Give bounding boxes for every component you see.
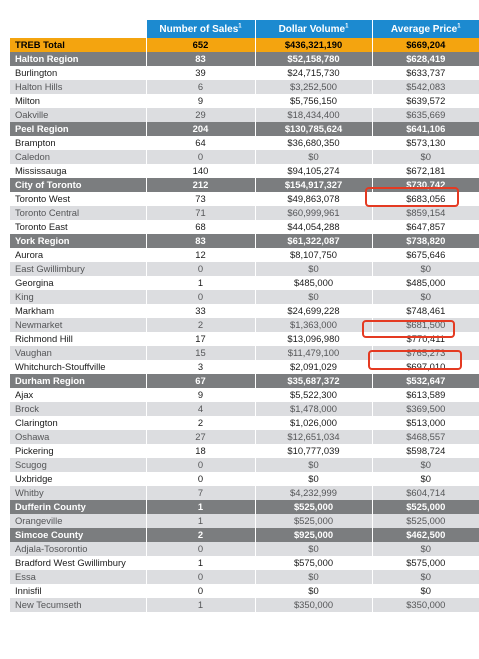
header-number-of-sales: Number of Sales$^1$ (146, 20, 255, 38)
average-price-cell: $859,154 (372, 206, 479, 220)
sales-count-cell: 27 (146, 430, 255, 444)
dollar-volume-cell: $1,478,000 (255, 402, 372, 416)
sales-count-cell: 73 (146, 192, 255, 206)
sales-count-cell: 0 (146, 262, 255, 276)
table-row (10, 570, 479, 584)
average-price-cell: $765,273 (372, 346, 479, 360)
sales-table-container (10, 20, 479, 612)
sales-count-cell: 2 (146, 416, 255, 430)
area-name-cell: Burlington (10, 66, 146, 80)
sales-count-cell: 83 (146, 234, 255, 248)
dollar-volume-cell: $12,651,034 (255, 430, 372, 444)
average-price-cell: $0 (372, 262, 479, 276)
table-row (10, 248, 479, 262)
table-row (10, 598, 479, 612)
average-price-cell: $613,589 (372, 388, 479, 402)
average-price-cell: $525,000 (372, 500, 479, 514)
area-name-cell: Whitby (10, 486, 146, 500)
area-name-cell: Richmond Hill (10, 332, 146, 346)
average-price-cell: $0 (372, 458, 479, 472)
table-header-row (10, 20, 479, 38)
dollar-volume-cell: $13,096,980 (255, 332, 372, 346)
sales-by-region-table (10, 20, 479, 612)
area-name-cell: Brock (10, 402, 146, 416)
sales-count-cell: 68 (146, 220, 255, 234)
sales-count-cell: 0 (146, 542, 255, 556)
sales-count-cell: 1 (146, 276, 255, 290)
table-row (10, 80, 479, 94)
dollar-volume-cell: $61,322,087 (255, 234, 372, 248)
area-name-cell: Durham Region (10, 374, 146, 388)
table-row (10, 66, 479, 80)
area-name-cell: Clarington (10, 416, 146, 430)
average-price-cell: $350,000 (372, 598, 479, 612)
table-row (10, 136, 479, 150)
area-name-cell: Halton Region (10, 52, 146, 66)
table-row (10, 514, 479, 528)
average-price-cell: $468,557 (372, 430, 479, 444)
area-name-cell: Oshawa (10, 430, 146, 444)
table-row (10, 108, 479, 122)
dollar-volume-cell: $4,232,999 (255, 486, 372, 500)
average-price-cell: $0 (372, 570, 479, 584)
average-price-cell: $0 (372, 150, 479, 164)
sales-count-cell: 1 (146, 598, 255, 612)
sales-count-cell: 204 (146, 122, 255, 136)
area-name-cell: Caledon (10, 150, 146, 164)
average-price-cell: $639,572 (372, 94, 479, 108)
sales-count-cell: 83 (146, 52, 255, 66)
average-price-cell: $0 (372, 584, 479, 598)
average-price-cell: $0 (372, 542, 479, 556)
average-price-cell: $730,742 (372, 178, 479, 192)
sales-count-cell: 652 (146, 38, 255, 52)
sales-count-cell: 17 (146, 332, 255, 346)
area-name-cell: New Tecumseth (10, 598, 146, 612)
dollar-volume-cell: $44,054,288 (255, 220, 372, 234)
area-name-cell: Halton Hills (10, 80, 146, 94)
table-row (10, 304, 479, 318)
sales-count-cell: 1 (146, 556, 255, 570)
table-row (10, 542, 479, 556)
area-name-cell: East Gwillimbury (10, 262, 146, 276)
region-row (10, 528, 479, 542)
sales-count-cell: 4 (146, 402, 255, 416)
area-name-cell: Markham (10, 304, 146, 318)
area-name-cell: City of Toronto (10, 178, 146, 192)
sales-count-cell: 0 (146, 290, 255, 304)
dollar-volume-cell: $0 (255, 262, 372, 276)
average-price-cell: $462,500 (372, 528, 479, 542)
table-row (10, 262, 479, 276)
average-price-cell: $485,000 (372, 276, 479, 290)
sales-count-cell: 0 (146, 584, 255, 598)
region-row (10, 374, 479, 388)
average-price-cell: $575,000 (372, 556, 479, 570)
area-name-cell: King (10, 290, 146, 304)
dollar-volume-cell: $8,107,750 (255, 248, 372, 262)
table-row (10, 206, 479, 220)
average-price-cell: $635,669 (372, 108, 479, 122)
dollar-volume-cell: $24,715,730 (255, 66, 372, 80)
dollar-volume-cell: $0 (255, 458, 372, 472)
area-name-cell: Scugog (10, 458, 146, 472)
region-row (10, 122, 479, 136)
average-price-cell: $633,737 (372, 66, 479, 80)
area-name-cell: Pickering (10, 444, 146, 458)
sales-count-cell: 0 (146, 458, 255, 472)
sales-count-cell: 1 (146, 514, 255, 528)
table-row (10, 164, 479, 178)
dollar-volume-cell: $60,999,961 (255, 206, 372, 220)
table-row (10, 402, 479, 416)
dollar-volume-cell: $436,321,190 (255, 38, 372, 52)
area-name-cell: Aurora (10, 248, 146, 262)
dollar-volume-cell: $485,000 (255, 276, 372, 290)
sales-count-cell: 33 (146, 304, 255, 318)
dollar-volume-cell: $525,000 (255, 500, 372, 514)
table-row (10, 94, 479, 108)
average-price-cell: $647,857 (372, 220, 479, 234)
sales-count-cell: 6 (146, 80, 255, 94)
dollar-volume-cell: $525,000 (255, 514, 372, 528)
table-row (10, 388, 479, 402)
area-name-cell: Newmarket (10, 318, 146, 332)
dollar-volume-cell: $52,158,780 (255, 52, 372, 66)
average-price-cell: $0 (372, 472, 479, 486)
table-row (10, 276, 479, 290)
average-price-cell: $542,083 (372, 80, 479, 94)
area-name-cell: Vaughan (10, 346, 146, 360)
dollar-volume-cell: $1,363,000 (255, 318, 372, 332)
sales-count-cell: 3 (146, 360, 255, 374)
table-row (10, 416, 479, 430)
area-name-cell: Toronto East (10, 220, 146, 234)
sales-count-cell: 7 (146, 486, 255, 500)
average-price-cell: $369,500 (372, 402, 479, 416)
area-name-cell: Peel Region (10, 122, 146, 136)
table-row (10, 556, 479, 570)
area-name-cell: Dufferin County (10, 500, 146, 514)
dollar-volume-cell: $3,252,500 (255, 80, 372, 94)
table-row (10, 584, 479, 598)
average-price-cell: $748,461 (372, 304, 479, 318)
table-row (10, 458, 479, 472)
highlight-box-richmond-hill-avg (368, 350, 462, 370)
sales-count-cell: 39 (146, 66, 255, 80)
region-row (10, 52, 479, 66)
sales-count-cell: 140 (146, 164, 255, 178)
sales-count-cell: 0 (146, 570, 255, 584)
sales-count-cell: 2 (146, 318, 255, 332)
header-dollar-volume: Dollar Volume$^1$ (255, 20, 372, 38)
area-name-cell: Mississauga (10, 164, 146, 178)
sales-count-cell: 212 (146, 178, 255, 192)
dollar-volume-cell: $350,000 (255, 598, 372, 612)
average-price-cell: $669,204 (372, 38, 479, 52)
dollar-volume-cell: $0 (255, 570, 372, 584)
average-price-cell: $513,000 (372, 416, 479, 430)
table-row (10, 472, 479, 486)
average-price-cell: $683,056 (372, 192, 479, 206)
sales-count-cell: 1 (146, 500, 255, 514)
area-name-cell: Toronto Central (10, 206, 146, 220)
average-price-cell: $628,419 (372, 52, 479, 66)
dollar-volume-cell: $154,917,327 (255, 178, 372, 192)
average-price-cell: $532,647 (372, 374, 479, 388)
average-price-cell: $738,820 (372, 234, 479, 248)
area-name-cell: Ajax (10, 388, 146, 402)
dollar-volume-cell: $5,756,150 (255, 94, 372, 108)
dollar-volume-cell: $0 (255, 542, 372, 556)
sales-count-cell: 9 (146, 94, 255, 108)
area-name-cell: Toronto West (10, 192, 146, 206)
dollar-volume-cell: $925,000 (255, 528, 372, 542)
average-price-cell: $675,646 (372, 248, 479, 262)
table-row (10, 444, 479, 458)
sales-count-cell: 29 (146, 108, 255, 122)
sales-count-cell: 9 (146, 388, 255, 402)
region-row (10, 234, 479, 248)
table-row (10, 150, 479, 164)
total-row (10, 38, 479, 52)
area-name-cell: York Region (10, 234, 146, 248)
table-row (10, 220, 479, 234)
highlight-box-markham-avg (362, 320, 455, 338)
dollar-volume-cell: $5,522,300 (255, 388, 372, 402)
dollar-volume-cell: $0 (255, 150, 372, 164)
dollar-volume-cell: $35,687,372 (255, 374, 372, 388)
dollar-volume-cell: $10,777,039 (255, 444, 372, 458)
area-name-cell: Milton (10, 94, 146, 108)
sales-count-cell: 0 (146, 150, 255, 164)
dollar-volume-cell: $94,105,274 (255, 164, 372, 178)
dollar-volume-cell: $0 (255, 472, 372, 486)
header-blank-cell (10, 20, 146, 38)
area-name-cell: Georgina (10, 276, 146, 290)
area-name-cell: Brampton (10, 136, 146, 150)
average-price-cell: $697,010 (372, 360, 479, 374)
area-name-cell: Uxbridge (10, 472, 146, 486)
dollar-volume-cell: $130,785,624 (255, 122, 372, 136)
dollar-volume-cell: $0 (255, 584, 372, 598)
table-row (10, 430, 479, 444)
area-name-cell: Innisfil (10, 584, 146, 598)
dollar-volume-cell: $2,091,029 (255, 360, 372, 374)
area-name-cell: Oakville (10, 108, 146, 122)
area-name-cell: TREB Total (10, 38, 146, 52)
dollar-volume-cell: $18,434,400 (255, 108, 372, 122)
dollar-volume-cell: $0 (255, 290, 372, 304)
sales-count-cell: 18 (146, 444, 255, 458)
sales-count-cell: 12 (146, 248, 255, 262)
dollar-volume-cell: $1,026,000 (255, 416, 372, 430)
sales-count-cell: 15 (146, 346, 255, 360)
average-price-cell: $525,000 (372, 514, 479, 528)
dollar-volume-cell: $36,680,350 (255, 136, 372, 150)
sales-count-cell: 0 (146, 472, 255, 486)
average-price-cell: $0 (372, 290, 479, 304)
sales-count-cell: 67 (146, 374, 255, 388)
average-price-cell: $641,106 (372, 122, 479, 136)
table-row (10, 486, 479, 500)
average-price-cell: $573,130 (372, 136, 479, 150)
highlight-box-toronto-avg (365, 187, 459, 207)
sales-count-cell: 64 (146, 136, 255, 150)
dollar-volume-cell: $11,479,100 (255, 346, 372, 360)
region-row (10, 500, 479, 514)
average-price-cell: $604,714 (372, 486, 479, 500)
average-price-cell: $672,181 (372, 164, 479, 178)
table-row (10, 290, 479, 304)
average-price-cell: $770,411 (372, 332, 479, 346)
dollar-volume-cell: $24,699,228 (255, 304, 372, 318)
area-name-cell: Simcoe County (10, 528, 146, 542)
area-name-cell: Whitchurch-Stouffville (10, 360, 146, 374)
area-name-cell: Bradford West Gwillimbury (10, 556, 146, 570)
dollar-volume-cell: $49,863,078 (255, 192, 372, 206)
area-name-cell: Adjala-Tosorontio (10, 542, 146, 556)
dollar-volume-cell: $575,000 (255, 556, 372, 570)
area-name-cell: Essa (10, 570, 146, 584)
average-price-cell: $681,500 (372, 318, 479, 332)
average-price-cell: $598,724 (372, 444, 479, 458)
area-name-cell: Orangeville (10, 514, 146, 528)
sales-count-cell: 2 (146, 528, 255, 542)
header-average-price: Average Price$^1$ (372, 20, 479, 38)
sales-count-cell: 71 (146, 206, 255, 220)
